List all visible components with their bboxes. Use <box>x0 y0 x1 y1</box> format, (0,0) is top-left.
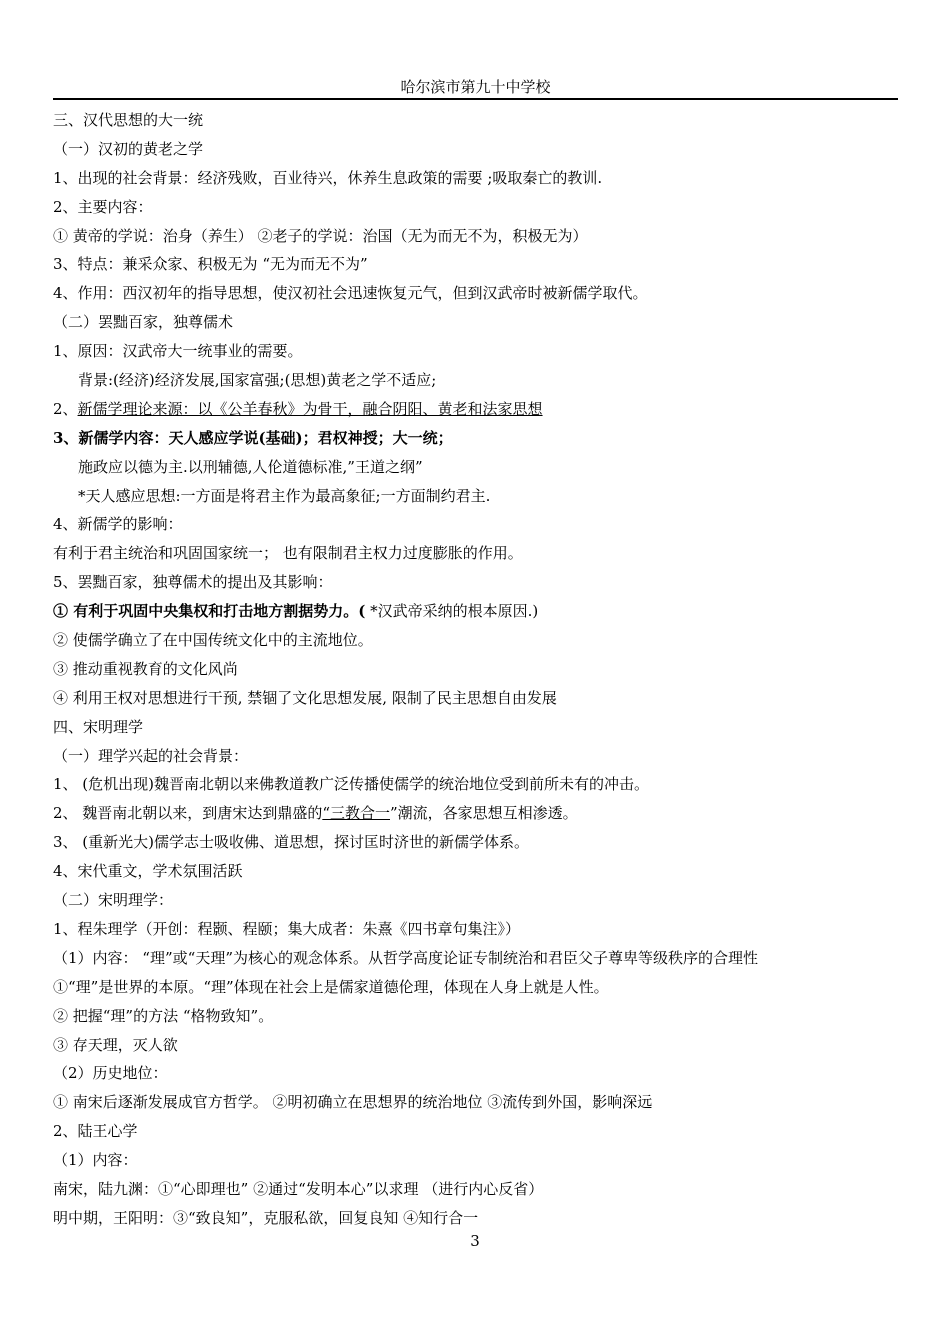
paragraph-line: *天人感应思想:一方面是将君主作为最高象征;一方面制约君主. <box>78 486 491 505</box>
paragraph-line: 1、 (危机出现)魏晋南北朝以来佛教道教广泛传播使儒学的统治地位受到前所未有的冲击。 <box>53 775 650 794</box>
paragraph-line: （1）内容： “理”或“天理”为核心的观念体系。从哲学高度论证专制统治和君臣父子尊卑等级秩序的合理性 <box>53 948 758 967</box>
paragraph-line: ③ 推动重视教育的文化风尚 <box>53 659 238 678</box>
paragraph-line: 1、程朱理学（开创：程颢、程颐；集大成者：朱熹《四书章句集注》） <box>53 919 521 938</box>
underlined-text: “三教合一 <box>322 804 390 823</box>
paragraph-line: ② 使儒学确立了在中国传统文化中的主流地位。 <box>53 631 373 650</box>
bold-paragraph-line: 3、新儒学内容：天人感应学说(基础)；君权神授；大一统； <box>53 428 453 447</box>
section-heading: 三、汉代思想的大一统 <box>53 111 204 129</box>
paragraph-line: 施政应以德为主.以刑辅德,人伦道德标准,”王道之纲” <box>78 457 423 476</box>
page-number: 3 <box>470 1232 480 1250</box>
paragraph-line: ② 把握“理”的方法 “格物致知”。 <box>53 1006 274 1025</box>
paragraph-line: 4、宋代重文，学术氛围活跃 <box>53 862 243 881</box>
line-prefix: 2、 魏晋南北朝以来，到唐宋达到鼎盛的 <box>53 804 323 823</box>
paragraph-line: 3、 (重新光大)儒学志士吸收佛、道思想，探讨匡时济世的新儒学体系。 <box>53 833 530 852</box>
subsection-heading: （一）汉初的黄老之学 <box>53 139 204 158</box>
paragraph-line: ① 南宋后逐渐发展成官方哲学。 ②明初确立在思想界的统治地位 ③流传到外国，影响深远 <box>53 1093 653 1112</box>
document-body <box>53 106 903 1233</box>
underlined-text: 新儒学理论来源：以《公羊春秋》为骨干，融合阴阳、黄老和法家思想 <box>77 399 543 418</box>
paragraph-line: ① 黄帝的学说：治身（养生） ②老子的学说：治国（无为而无不为，积极无为） <box>53 226 588 245</box>
subsection-heading: （二）宋明理学： <box>53 891 174 910</box>
subsection-heading: （一）理学兴起的社会背景： <box>53 746 249 765</box>
subsection-heading: （二）罢黜百家，独尊儒术 <box>53 313 234 332</box>
paragraph-line: ④ 利用王权对思想进行干预, 禁锢了文化思想发展, 限制了民主思想自由发展 <box>53 688 557 707</box>
paragraph-line: 有利于君主统治和巩固国家统一； 也有限制君主权力过度膨胀的作用。 <box>53 544 523 563</box>
paragraph-line <box>53 597 903 626</box>
paragraph-line: 3、特点：兼采众家、积极无为 “无为而无不为” <box>53 255 368 274</box>
paragraph-line: （2）历史地位： <box>53 1064 168 1083</box>
paragraph-line: 4、新儒学的影响： <box>53 515 183 534</box>
paragraph-line: ③ 存天理，灭人欲 <box>53 1035 178 1054</box>
school-name: 哈尔滨市第九十中学校 <box>400 78 551 96</box>
line-suffix: *汉武帝采纳的根本原因.) <box>365 602 539 621</box>
paragraph-line: （1）内容： <box>53 1151 138 1170</box>
paragraph-line: 明中期，王阳明：③“致良知”，克服私欲，回复良知 ④知行合一 <box>53 1208 479 1227</box>
bold-text: ① 有利于巩固中央集权和打击地方割据势力。( <box>53 602 366 621</box>
paragraph-line: 5、罢黜百家，独尊儒术的提出及其影响： <box>53 573 333 592</box>
paragraph-line: 1、原因：汉武帝大一统事业的需要。 <box>53 342 303 361</box>
paragraph-line <box>53 799 903 828</box>
line-prefix: 2、 <box>53 399 78 418</box>
paragraph-line: ①“理”是世界的本原。“理”体现在社会上是儒家道德伦理，体现在人身上就是人性。 <box>53 977 609 996</box>
paragraph-line: 1、出现的社会背景：经济残败，百业待兴，休养生息政策的需要 ;吸取秦亡的教训. <box>53 168 603 187</box>
paragraph-line: 4、作用：西汉初年的指导思想，使汉初社会迅速恢复元气，但到汉武帝时被新儒学取代。 <box>53 284 648 303</box>
paragraph-line: 背景:(经济)经济发展,国家富强;(思想)黄老之学不适应; <box>78 371 437 390</box>
paragraph-line: 2、陆王心学 <box>53 1122 138 1141</box>
page-header <box>53 76 898 100</box>
paragraph-line: 2、主要内容： <box>53 197 153 216</box>
section-heading: 四、宋明理学 <box>53 717 144 736</box>
line-suffix: ”潮流，各家思想互相渗透。 <box>390 804 578 823</box>
paragraph-line <box>53 395 903 424</box>
paragraph-line: 南宋，陆九渊：①“心即理也” ②通过“发明本心”以求理 （进行内心反省） <box>53 1179 544 1198</box>
